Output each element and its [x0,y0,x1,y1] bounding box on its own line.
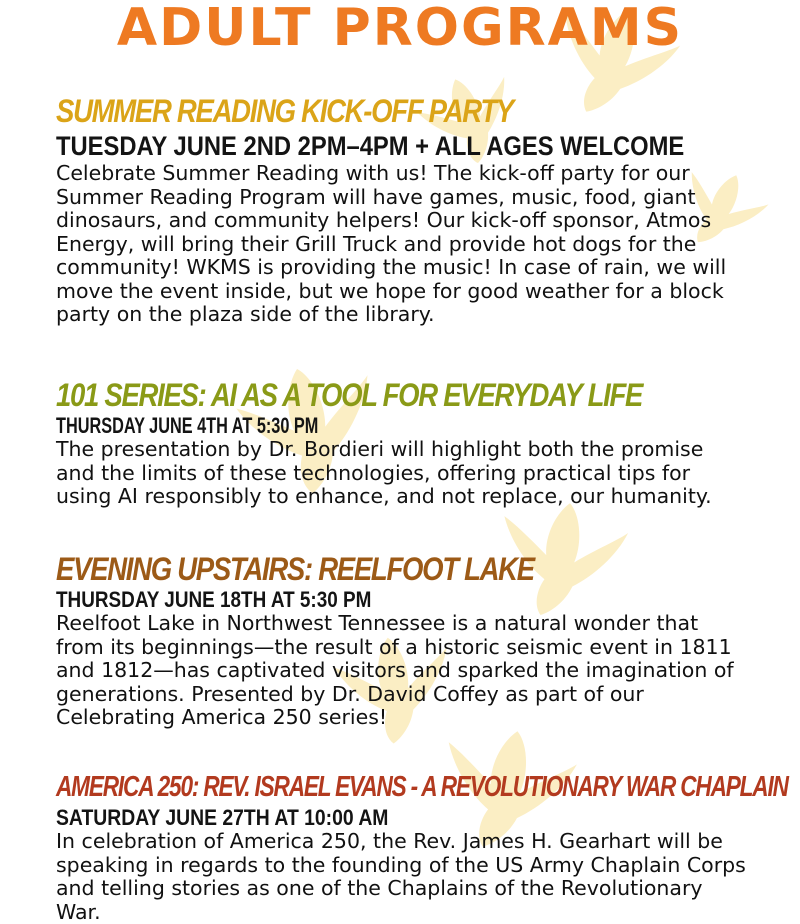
program-description: Celebrate Summer Reading with us! The kick-off party for our Summer Reading Program will have games, music, food, giant dinosaurs, and community helpers! Our kick-off sponsor, Atmos Energy, will bring their Grill Truck and provide hot dogs for the community! WKMS is providing the music! In case of rain, we will move the event inside, but we hope for good weather for a block party on the plaza side of the library. [56,161,727,326]
program-datetime: SATURDAY JUNE 27TH AT 10:00 AM [56,805,389,830]
program-america-250 [56,768,788,924]
program-description: The presentation by Dr. Bordieri will highlight both the promise and the limits of these technologies, offering practical tips for using AI responsibly to enhance, and not replace, our humanity. [56,437,712,508]
program-datetime: THURSDAY JUNE 18TH AT 5:30 PM [56,587,372,612]
program-evening-upstairs [56,550,746,730]
program-title: 101 SERIES: AI AS A TOOL FOR EVERYDAY LIFE [56,377,643,413]
program-title: SUMMER READING KICK-OFF PARTY [56,93,513,129]
program-title: AMERICA 250: REV. ISRAEL EVANS - A REVOLUTIONARY WAR CHAPLAIN [56,771,788,803]
program-datetime: TUESDAY JUNE 2ND 2PM–4PM + ALL AGES WELCOME [56,131,685,161]
program-datetime: THURSDAY JUNE 4TH AT 5:30 PM [56,413,319,438]
program-description: In celebration of America 250, the Rev. James H. Gearhart will be speaking in regards to the founding of the US Army Chaplain Corps and telling stories as one of the Chaplains of the Revolutionary War. [56,829,746,924]
program-summer-reading [56,92,746,327]
program-description: Reelfoot Lake in Northwest Tennessee is a natural wonder that from its beginnings—the result of a historic seismic event in 1811 and 1812—has captivated visitors and sparked the imagination of generations. Presented by Dr. David Coffey as part of our Celebrating America 250 series! [56,611,734,729]
page-title: ADULT PROGRAMS [116,0,684,58]
program-title: EVENING UPSTAIRS: REELFOOT LAKE [56,551,534,587]
program-ai-series [56,376,746,509]
